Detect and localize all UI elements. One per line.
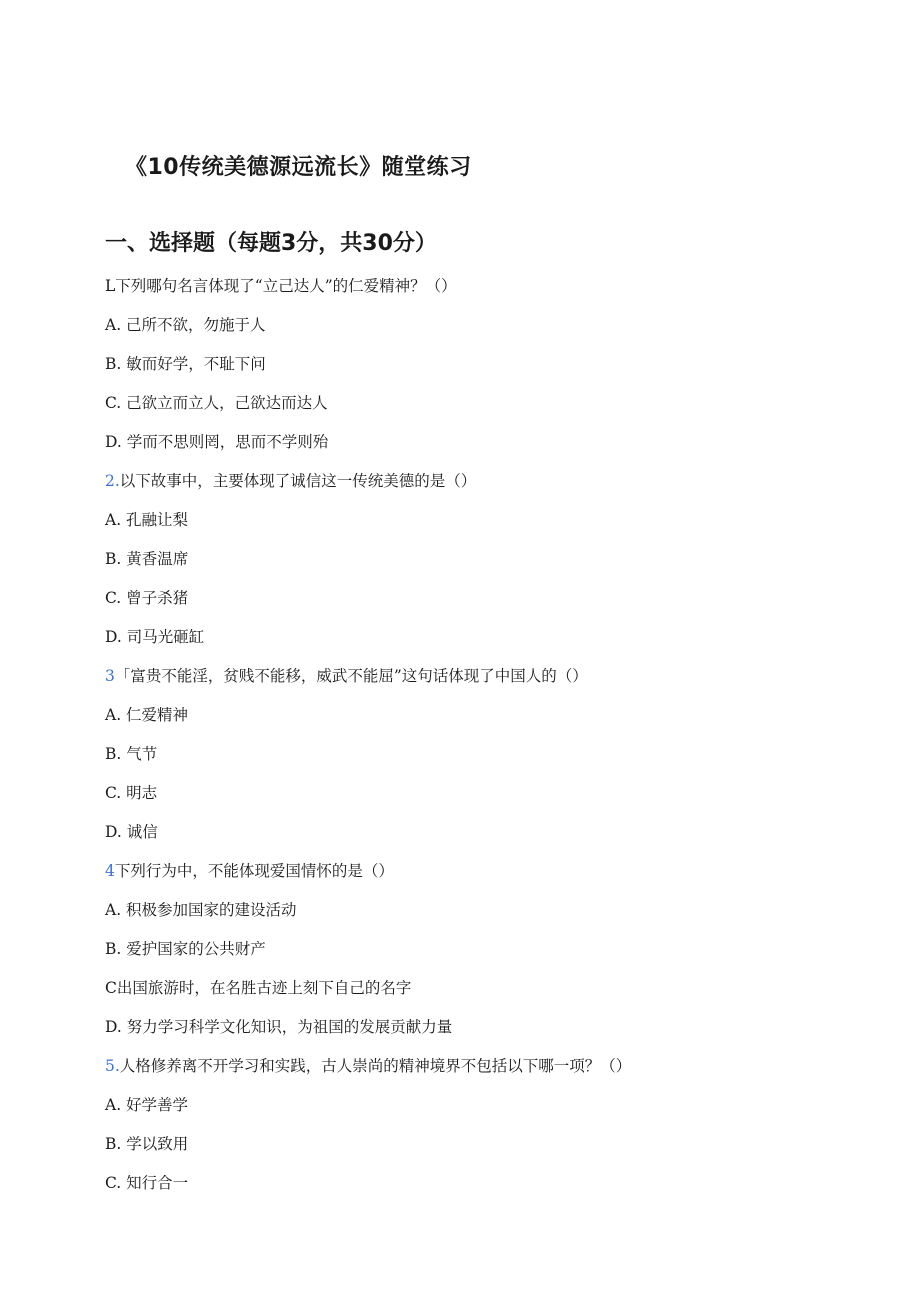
question-number: 2.: [105, 472, 120, 490]
option-3d: D. 诚信: [105, 823, 158, 841]
question-stem: 人格修养离不开学习和实践，古人崇尚的精神境界不包括以下哪一项？（）: [119, 1057, 632, 1075]
option-4c: C出国旅游时，在名胜古迹上刻下自己的名字: [105, 979, 412, 997]
option-1b: B. 敏而好学，不耻下问: [105, 355, 266, 373]
option-3c: C. 明志: [105, 784, 158, 802]
option-4a: A. 积极参加国家的建设活动: [105, 901, 297, 919]
option-4d: D. 努力学习科学文化知识，为祖国的发展贡献力量: [105, 1018, 453, 1036]
option-5a: A. 好学善学: [105, 1096, 189, 1114]
option-3b: B. 气节: [105, 745, 158, 763]
option-2d: D. 司马光砸缸: [105, 628, 205, 646]
option-4b: B. 爱护国家的公共财产: [105, 940, 266, 958]
option-5c: C. 知行合一: [105, 1174, 189, 1192]
option-1d: D. 学而不思则罔，思而不学则殆: [105, 433, 329, 451]
question-5: [105, 1056, 865, 1095]
question-number: 3: [105, 667, 115, 685]
question-stem: 「富贵不能淫，贫贱不能移，威武不能屈”这句话体现了中国人的（）: [114, 667, 588, 685]
question-1: [105, 276, 865, 315]
question-number: L: [105, 277, 116, 295]
question-number: 4: [105, 862, 115, 880]
option-3a: A. 仁爱精神: [105, 706, 189, 724]
option-2a: A. 孔融让梨: [105, 511, 189, 529]
question-list: [105, 276, 865, 1212]
question-stem: 以下故事中，主要体现了诚信这一传统美德的是（）: [119, 472, 477, 490]
question-4: [105, 861, 865, 900]
option-2b: B. 黄香温席: [105, 550, 189, 568]
question-2: [105, 471, 865, 510]
option-5b: B. 学以致用: [105, 1135, 189, 1153]
question-number: 5.: [105, 1057, 120, 1075]
option-1a: A. 己所不欲，勿施于人: [105, 316, 266, 334]
question-3: [105, 666, 865, 705]
question-stem: 下列行为中，不能体现爱国情怀的是（）: [114, 862, 394, 880]
option-2c: C. 曾子杀猪: [105, 589, 189, 607]
question-stem: 下列哪句名言体现了“立己达人”的仁爱精神？（）: [115, 277, 457, 295]
section-heading: 一、选择题（每题3分，共30分）: [105, 231, 437, 256]
document-title: 《10传统美德源远流长》随堂练习: [125, 155, 472, 180]
option-1c: C. 己欲立而立人，己欲达而达人: [105, 394, 328, 412]
